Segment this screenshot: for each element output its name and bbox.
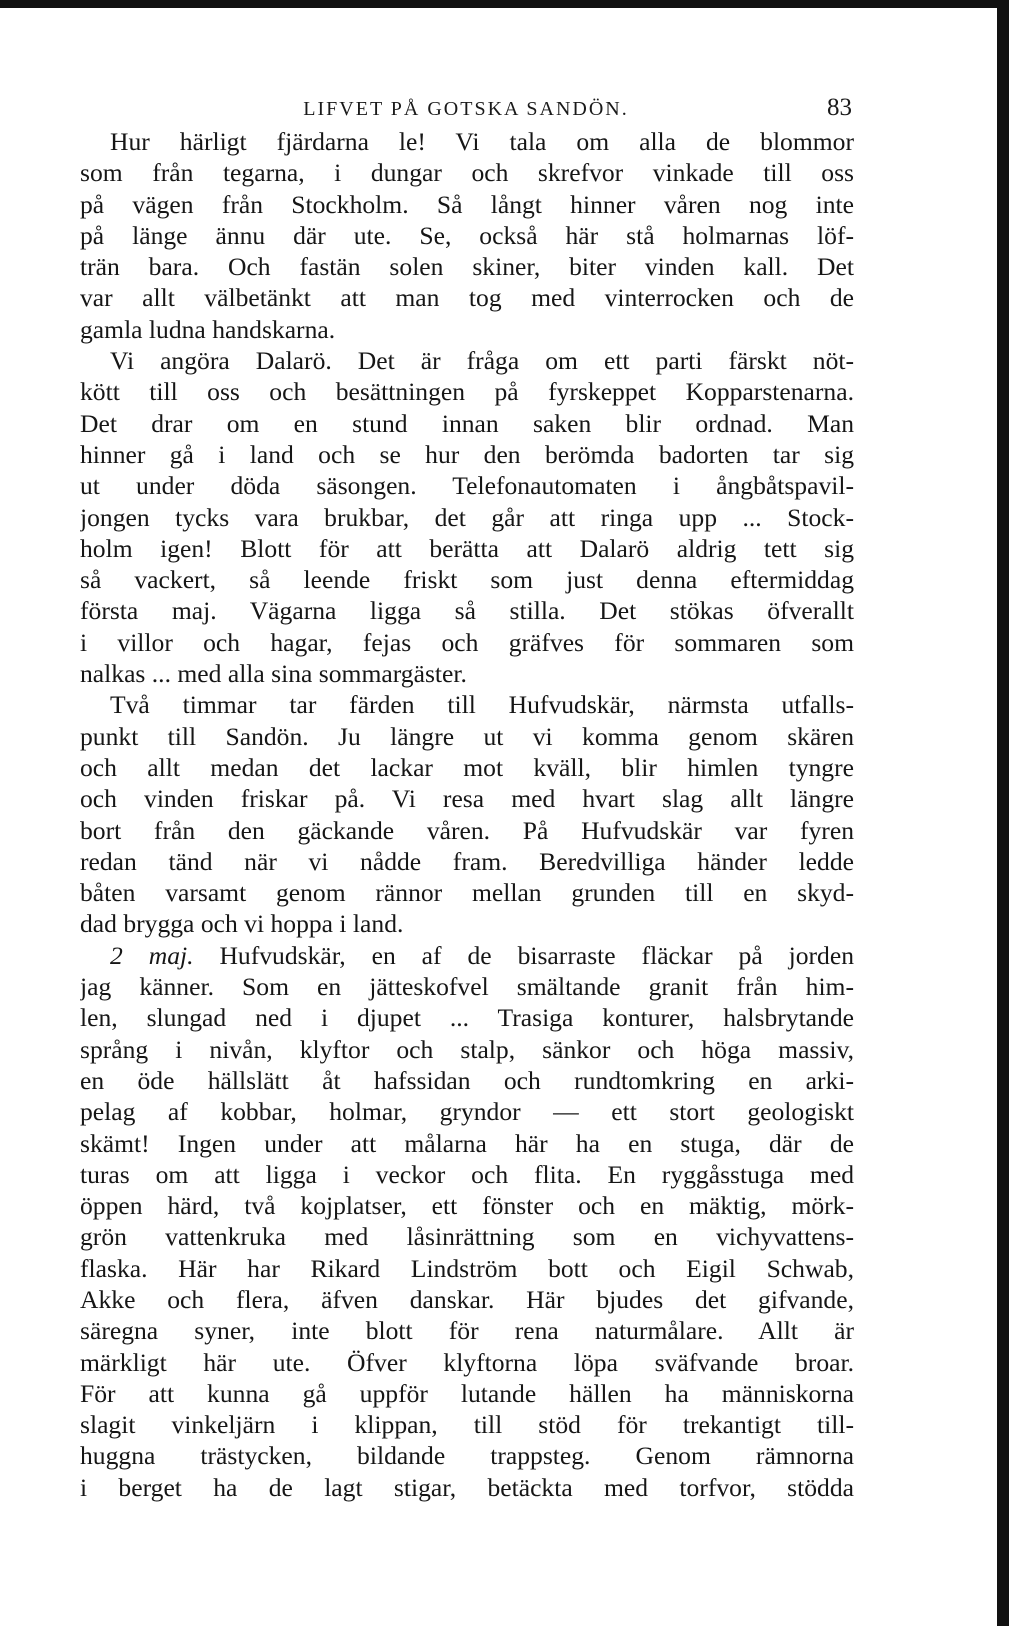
text-line: säregna syner, inte blott för rena naturmålare. Allt är [80, 1316, 854, 1346]
text-line: trän bara. Och fastän solen skiner, biter vinden kall. Det [80, 252, 854, 282]
text-line: i villor och hagar, fejas och gräfves för sommaren som [80, 627, 854, 657]
text-line: som från tegarna, i dungar och skrefvor vinkade till oss [80, 158, 854, 188]
text-line: jag känner. Som en jätteskofvel smältande granit från him- [80, 972, 854, 1002]
text-line: turas om att ligga i veckor och flita. En ryggåsstuga med [80, 1159, 854, 1189]
text-line: len, slungad ned i djupet ... Trasiga konturer, halsbrytande [80, 1003, 854, 1033]
text-line: holm igen! Blott för att berätta att Dalarö aldrig tett sig [80, 533, 854, 563]
text-line: redan tänd när vi nådde fram. Beredvilliga händer ledde [80, 846, 854, 876]
text-line: kött till oss och besättningen på fyrskeppet Kopparstenarna. [80, 377, 854, 407]
text-line: huggna trästycken, bildande trappsteg. Genom rämnorna [80, 1441, 854, 1471]
running-title: LIFVET PÅ GOTSKA SANDÖN. [303, 98, 629, 120]
text-line: en öde hällslätt åt hafssidan och rundtomkring en arki- [80, 1065, 854, 1095]
text-line: öppen härd, två kojplatser, ett fönster och en mäktig, mörk- [80, 1191, 854, 1221]
text-line: hinner gå i land och se hur den berömda badorten tar sig [80, 439, 854, 469]
text-line: i berget ha de lagt stigar, betäckta med torfvor, stödda [80, 1472, 854, 1502]
date-label: 2 maj. [110, 940, 194, 970]
page-number: 83 [827, 94, 852, 121]
text-line: dad brygga och vi hoppa i land. [80, 909, 404, 939]
page-header [80, 92, 852, 126]
text-line: nalkas ... med alla sina sommargäster. [80, 659, 467, 689]
text-line: båten varsamt genom rännor mellan grunden till en skyd- [80, 878, 854, 908]
text-line: och allt medan det lackar mot kväll, blir himlen tyngre [80, 752, 854, 782]
text-line: på länge ännu där ute. Se, också här stå holmarnas löf- [80, 220, 854, 250]
text-line: grön vattenkruka med låsinrättning som en vichyvattens- [80, 1222, 854, 1252]
text-line: jongen tycks vara brukbar, det går att ringa upp ... Stock- [80, 502, 854, 532]
text-line: flaska. Här har Rikard Lindström bott och Eigil Schwab, [80, 1253, 854, 1283]
text-line: Akke och flera, äfven danskar. Här bjudes det gifvande, [80, 1284, 854, 1314]
text-line: på vägen från Stockholm. Så långt hinner våren nog inte [80, 189, 854, 219]
body-text [80, 126, 854, 1503]
text-line [80, 940, 854, 971]
line-text: Hufvudskär, en af de bisarraste fläckar på jorden [219, 940, 854, 970]
text-line: första maj. Vägarna ligga så stilla. Det stökas öfverallt [80, 596, 854, 626]
text-line: Hur härligt fjärdarna le! Vi tala om alla de blommor [110, 127, 854, 156]
text-line: Två timmar tar färden till Hufvudskär, närmsta utfalls- [110, 690, 854, 720]
text-line: så vackert, så leende friskt som just denna eftermiddag [80, 565, 854, 595]
text-line: Det drar om en stund innan saken blir ordnad. Man [80, 408, 854, 438]
text-line: språng i nivån, klyftor och stalp, sänkor och höga massiv, [80, 1034, 854, 1064]
text-line: För att kunna gå uppför lutande hällen ha människorna [80, 1378, 854, 1408]
text-line: pelag af kobbar, holmar, gryndor — ett stort geologiskt [80, 1097, 854, 1127]
text-line: slagit vinkeljärn i klippan, till stöd för trekantigt till- [80, 1410, 854, 1440]
text-line: skämt! Ingen under att målarna här ha en stuga, där de [80, 1128, 854, 1158]
text-line: märkligt här ute. Öfver klyftorna löpa sväfvande broar. [80, 1347, 854, 1377]
text-line: bort från den gäckande våren. På Hufvudskär var fyren [80, 815, 854, 845]
text-line: gamla ludna handskarna. [80, 314, 336, 344]
text-line: var allt välbetänkt att man tog med vinterrocken och de [80, 283, 854, 313]
text-line: Vi angöra Dalarö. Det är fråga om ett parti färskt nöt- [110, 346, 854, 376]
text-line: och vinden friskar på. Vi resa med hvart slag allt längre [80, 784, 854, 814]
text-line: punkt till Sandön. Ju längre ut vi komma genom skären [80, 721, 854, 751]
text-line: ut under döda säsongen. Telefonautomaten i ångbåtspavil- [80, 471, 854, 501]
